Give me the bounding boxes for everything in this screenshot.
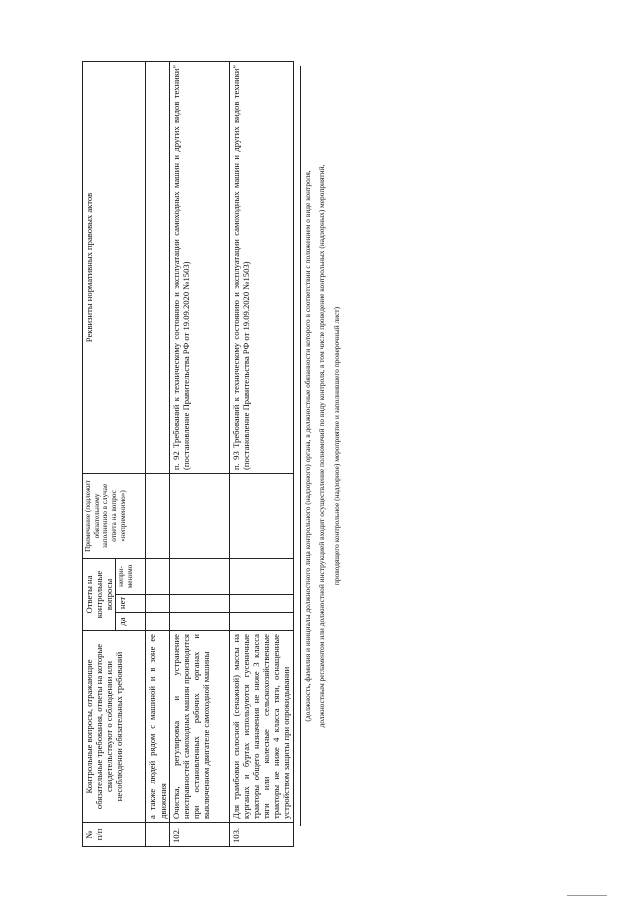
cell-requisites: п. 92 Требований к техническому состоянию и эксплуатации самоходных машин и других видов техники" (постановление Правительства РФ от 19.09.2020 №1503) xyxy=(169,61,229,473)
table-row-continuation xyxy=(146,61,169,846)
cell-note xyxy=(146,473,169,558)
cell-note xyxy=(169,473,229,558)
cell-yes xyxy=(169,613,229,631)
table-row xyxy=(229,61,293,846)
header-no: нет xyxy=(116,595,146,613)
header-requisites: Реквизиты нормативных правовых актов xyxy=(83,61,146,473)
checklist-page xyxy=(82,62,292,847)
cell-na xyxy=(229,558,293,594)
cell-no xyxy=(146,595,169,613)
cell-question: Очистка, регулировка и устранение неисправностей самоходных машин производится при остановленных рабочих органах и выключенном двигателе самоходной машины xyxy=(169,631,229,823)
cell-requisites: п. 93 Требований к техническому состоянию и эксплуатации самоходных машин и других видов техники" (постановление Правительства РФ от 19.09.2020 №1503) xyxy=(229,61,293,473)
cell-num-empty xyxy=(146,823,169,847)
table-row xyxy=(169,61,229,846)
cell-yes xyxy=(229,613,293,631)
header-note: Примечание (подлежит обязательному заполнению в случае ответа на вопрос «неприменимо») xyxy=(83,473,146,558)
cell-na xyxy=(169,558,229,594)
cell-note xyxy=(229,473,293,558)
signature-footer xyxy=(300,66,360,826)
page-edge-mark xyxy=(567,895,607,896)
signature-line xyxy=(300,66,301,826)
footer-line-3: проводящего контрольное (надзорное) мероприятие и заполнившего проверочный лист) xyxy=(331,306,341,586)
cell-yes xyxy=(146,613,169,631)
header-question: Контрольные вопросы, отражающие обязательные требования, ответы на которые свидетельствуют о соблюдении или несоблюдении обязательных требований xyxy=(83,631,146,823)
header-na: непри-менимо xyxy=(116,558,146,594)
cell-no xyxy=(229,595,293,613)
cell-question-continuation: а также людей рядом с машиной и в зоне ее движения xyxy=(146,631,169,823)
cell-question: Для трамбовки силосной (сенажной) массы на курганах и буртах используются гусеничные тракторы общего назначения не ниже 3 класса тяги или колесные сельскохозяйственные тракторы не ниже 4 класса тяги, оснащенные устройством защиты при опрокидывании xyxy=(229,631,293,823)
cell-num: 103. xyxy=(229,823,293,847)
cell-requisites-empty xyxy=(146,61,169,473)
cell-na xyxy=(146,558,169,594)
header-yes: да xyxy=(116,613,146,631)
cell-num: 102. xyxy=(169,823,229,847)
header-answers: Ответы на контрольные вопросы xyxy=(83,558,116,630)
checklist-table xyxy=(82,61,294,847)
footer-line-2: должностным регламентом или должностной инструкцией входит осуществление полномочий по виду контроля, в том числе проведение контрольных (надзорных) мероприятий, xyxy=(317,164,327,728)
cell-no xyxy=(169,595,229,613)
header-num: № п/п xyxy=(83,823,146,847)
footer-line-1: (должность, фамилия и инициалы должностного лица контрольного (надзорного) органа, в должностные обязанности которого в соответствии с положением о виде контроля, xyxy=(303,170,312,722)
